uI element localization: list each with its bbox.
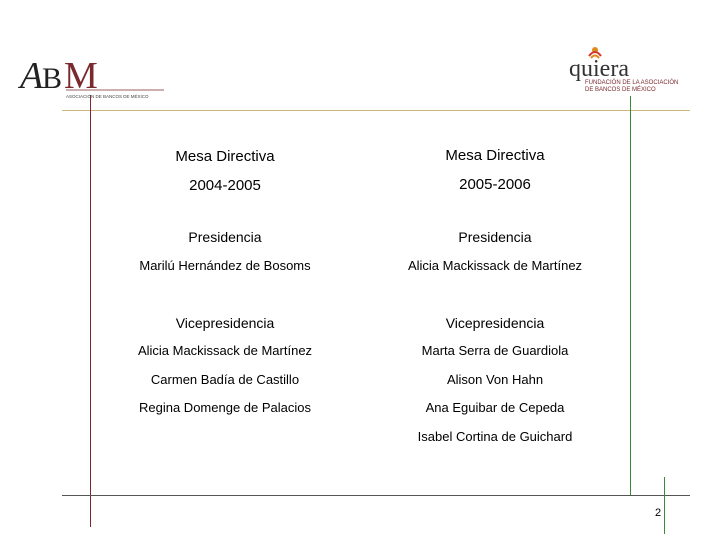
- svg-text:B: B: [42, 62, 63, 95]
- left-vice-name: Carmen Badía de Castillo: [150, 372, 300, 387]
- right-rule: [630, 96, 631, 496]
- right-vice-name: Alison Von Hahn: [446, 372, 544, 387]
- left-vice-name: Alicia Mackissack de Martínez: [137, 343, 313, 358]
- left-vice-label: Vicepresidencia: [175, 315, 275, 331]
- left-rule: [90, 95, 91, 527]
- right-period: 2005-2006: [459, 176, 531, 193]
- svg-text:A: A: [20, 55, 44, 97]
- left-title: Mesa Directiva: [175, 148, 275, 165]
- left-vice-name: Regina Domenge de Palacios: [139, 400, 311, 415]
- board-2005-2006: [365, 0, 625, 540]
- left-presidencia-name: Marilú Hernández de Bosoms: [139, 258, 311, 273]
- right-presidencia-name: Alicia Mackissack de Martínez: [407, 258, 583, 273]
- abm-tagline: ASOCIACIÓN DE BANCOS DE MÉXICO: [66, 94, 149, 99]
- bottom-right-rule: [664, 477, 665, 534]
- left-period: 2004-2005: [189, 177, 261, 194]
- right-vice-name: Isabel Cortina de Guichard: [417, 429, 573, 444]
- quiera-wordmark: quiera: [569, 56, 629, 82]
- svg-text:M: M: [64, 55, 98, 97]
- right-title: Mesa Directiva: [445, 147, 545, 164]
- left-presidencia-label: Presidencia: [188, 229, 262, 245]
- right-presidencia-label: Presidencia: [458, 229, 532, 245]
- quiera-subtitle-1: FUNDACIÓN DE LA ASOCIACIÓN: [585, 80, 679, 86]
- right-vice-label: Vicepresidencia: [445, 315, 545, 331]
- board-2004-2005: [95, 0, 355, 540]
- page-number: 2: [655, 507, 662, 519]
- right-vice-name: Ana Eguibar de Cepeda: [425, 400, 565, 415]
- quiera-subtitle-2: DE BANCOS DE MÉXICO: [585, 87, 656, 93]
- right-vice-name: Marta Serra de Guardiola: [421, 343, 569, 358]
